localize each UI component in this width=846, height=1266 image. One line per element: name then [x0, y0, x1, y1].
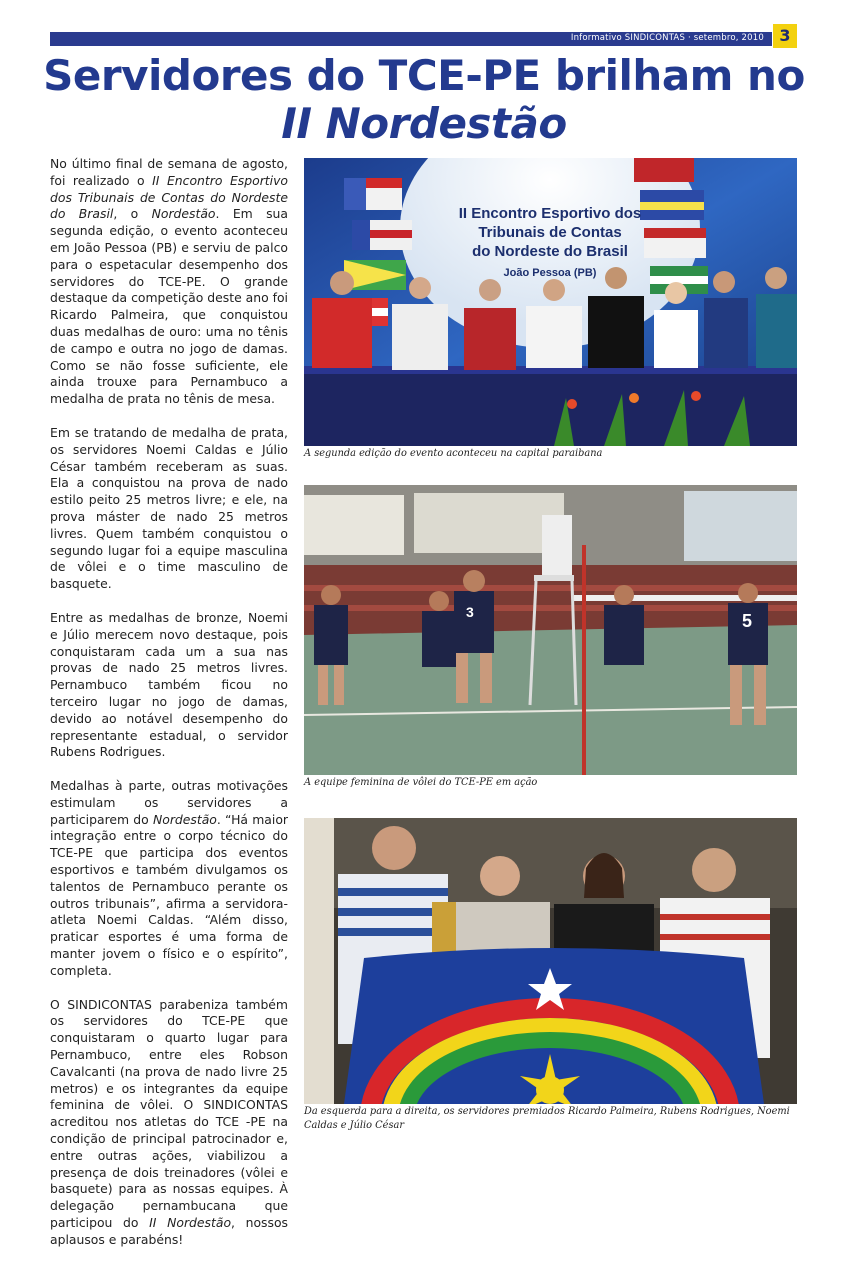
banner-text-1: II Encontro Esportivo dos	[458, 205, 642, 222]
volleyball-caption: A equipe feminina de vôlei do TCE-PE em ação	[304, 777, 538, 788]
banner-text-3: do Nordeste do Brasil	[472, 243, 628, 260]
headline	[40, 52, 808, 148]
headline-line1: Servidores do TCE-PE brilham no	[43, 51, 805, 100]
article-body	[50, 156, 288, 1266]
athletes-caption: Da esquerda para a direita, os servidores premiados Ricardo Palmeira, Rubens Rodrigues, Noemi Caldas e Júlio César	[304, 1106, 790, 1131]
header-bar	[50, 32, 772, 46]
pernambuco-flag	[344, 948, 764, 1104]
article-paragraph-4: Medalhas à parte, outras motivações estimulam os servidores a participarem do Nordestão. “Há maior integração entre o corpo técnico do TCE-PE que participa dos eventos esportivos e também divulgamos os talentos de Pernambuco perante os outros tribunais”, afirma a servidora-atleta Noemi Caldas. “Além disso, praticar esportes é uma forma de manter jovem o físico e o espírito”, completa.	[50, 778, 288, 978]
page-number: 3	[773, 24, 797, 48]
article-paragraph-3: Entre as medalhas de bronze, Noemi e Júlio merecem novo destaque, pois conquistaram cada um a sua nas provas de nado 25 metros livres. Pernambuco também ficou no terceiro lugar no jogo de damas, devido ao notável desempenho do representante estadual, o servidor Rubens Rodrigues.	[50, 609, 288, 760]
banner-text-2: Tribunais de Contas	[478, 224, 622, 241]
svg-text:5: 5	[742, 611, 753, 631]
volleyball-photo	[304, 485, 797, 775]
svg-text:3: 3	[466, 604, 474, 620]
ceremony-photo	[304, 158, 797, 446]
banner-text-4: João Pessoa (PB)	[503, 267, 597, 279]
article-paragraph-5: O SINDICONTAS parabeniza também os servidores do TCE-PE que conquistaram o quarto lugar para Pernambuco, entre eles Robson Cavalcanti (na prova de nado livre 25 metros) e os integrantes da equipe feminina de vôlei. O SINDICONTAS acreditou nos atletas do TCE -PE na condição de principal patrocinador e, entre outras ações, viabilizou a presença de dois treinadores (vôlei e basquete) para as nossas equipes. À delegação pernambucana que participou do II Nordestão, nossos aplausos e parabéns!	[50, 996, 288, 1247]
article-paragraph-1: No último final de semana de agosto, foi realizado o II Encontro Esportivo dos Tribunais de Contas do Nordeste do Brasil, o Nordestão. Em sua segunda edição, o evento aconteceu em João Pessoa (PB) e serviu de palco para o espetacular desempenho dos servidores do TCE-PE. O grande destaque da competição deste ano foi Ricardo Palmeira, que conquistou duas medalhas de ouro: uma no tênis de campo e outra no jogo de damas. Como se não fosse suficiente, ele ainda trouxe para Pernambuco a medalha de prata no tênis de mesa.	[50, 156, 289, 407]
publication-info: Informativo SINDICONTAS · setembro, 2010	[570, 33, 764, 43]
ceremony-caption: A segunda edição do evento aconteceu na capital paraibana	[304, 448, 603, 459]
athletes-photo	[304, 818, 797, 1104]
headline-line2: II Nordestão	[281, 99, 567, 148]
article-paragraph-2: Em se tratando de medalha de prata, os servidores Noemi Caldas e Júlio César também receberam as suas. Ela a conquistou na prova de nado estilo peito 25 metros livre; e ele, na prova máster de nado 25 metros livres. Quem também conquistou o segundo lugar foi a equipe masculina de vôlei e o time masculino de basquete.	[50, 424, 288, 592]
